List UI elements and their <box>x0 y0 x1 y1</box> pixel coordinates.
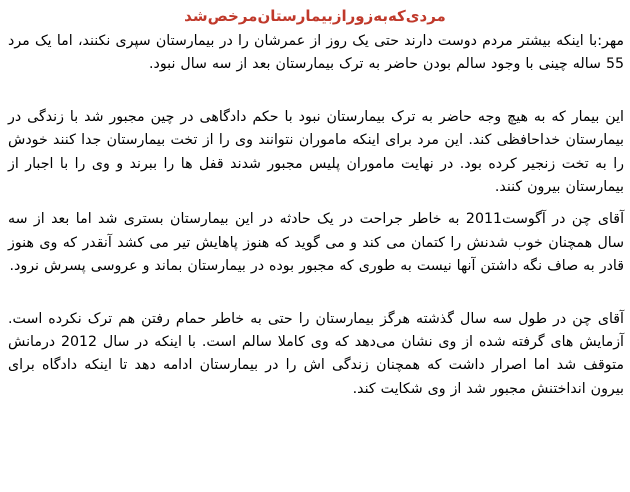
paragraph-conclusion: آقای چن در طول سه سال گذشته هرگز بیمارستان را حتی به خاطر حمام رفتن هم ترک نکرده است. آزمایش های گرفته شده از وی نشان می‌دهد که وی کاملا سالم است. با اینکه در سال 2012 درمانش متوقف شد اما اصرار داشت که همچنان زندگی اش را در بیمارستان ادامه دهد تا اینکه دادگاه برای بیرون انداختنش مجبور شد از وی شکایت کند. <box>8 310 625 397</box>
paragraph-spacer <box>4 77 626 106</box>
paragraph-intro: مهر:با اینکه بیشتر مردم دوست دارند حتی یک روز از عمرشان را در بیمارستان سپری نکنند، اما یک مرد 55 ساله چینی با وجود سالم بودن حاضر به ترک بیمارستان بعد از سه سال نبود. <box>8 33 624 73</box>
paragraph-court-order: این بیمار که به هیچ وجه حاضر به ترک بیمارستان نبود با حکم دادگاهی در چین مجبور شد با زندگی در بیمارستان خداحافظی کند. این مرد برای اینکه ماموران نتوانند وی را از تخت بیمارستان جدا کنند خودش را به تخت زنجیر کرده بود. در نهایت ماموران پلیس مجبور شدند قفل ها را ببرند و وی را با اجبار از بیمارستان بیرون کنند. <box>8 108 624 196</box>
paragraph-spacer <box>4 279 626 308</box>
paragraph-spacer <box>4 199 626 208</box>
news-article <box>4 2 626 490</box>
article-title: مردی‌که‌به‌زوراز‌بیمارستان‌مرخص‌شد <box>184 7 446 25</box>
paragraph-background: آقای چن در آگوست2011 به خاطر جراحت در یک حادثه در این بیمارستان بستری شد اما بعد از سه سال همچنان خوب شدنش را کتمان می کند و می گوید که هنوز پاهایش تیر می کشد آنقدر که وی هنوز قادر به صاف نگه داشتن آنها نیست به طوری که مجبور بوده در بیمارستان بماند و عروسی پسرش نرود. <box>8 211 625 275</box>
